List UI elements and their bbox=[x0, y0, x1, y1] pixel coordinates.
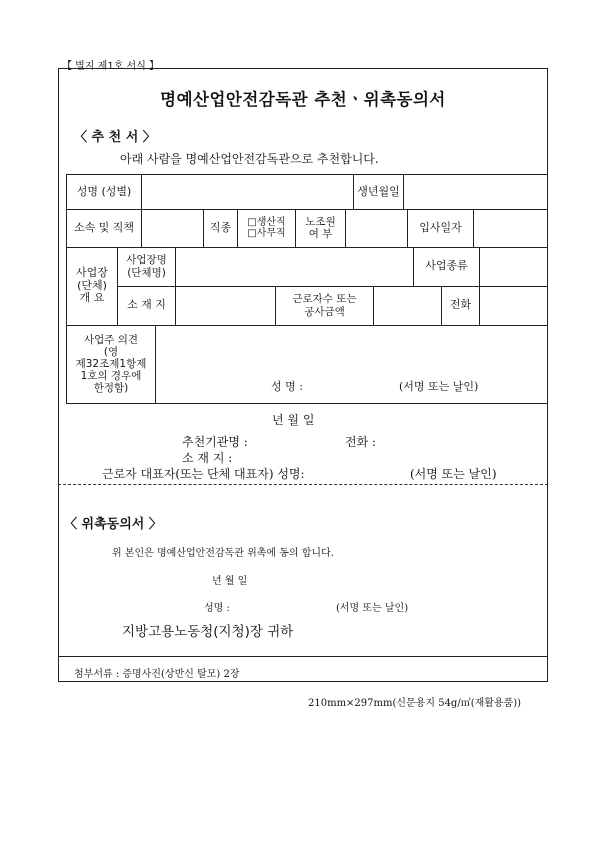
phone-field[interactable] bbox=[480, 286, 547, 325]
document-title: 명예산업안전감독관 추천ㆍ위촉동의서 bbox=[160, 90, 446, 109]
employer-opinion-field[interactable] bbox=[156, 325, 547, 403]
workplace-name-field[interactable] bbox=[176, 247, 413, 286]
birth-date-label: 생년월일 bbox=[357, 184, 400, 198]
representative-sign-label: 근로자 대표자(또는 단체 대표자) 성명: bbox=[102, 467, 305, 481]
consent-date: 년 월 일 bbox=[212, 576, 248, 587]
consent-heading: 〈 위촉동의서 〉 bbox=[64, 517, 162, 532]
consent-sign-hint: (서명 또는 날인) bbox=[336, 603, 409, 614]
nominee-table bbox=[66, 174, 548, 404]
addressee: 지방고용노동청(지청)장 귀하 bbox=[122, 624, 294, 640]
attachment-note: 첨부서류 : 증명사진(상반신 탈모) 2장 bbox=[74, 669, 240, 680]
workplace-name-label: 사업장명 (단체명) bbox=[126, 254, 167, 279]
recommendation-heading: 〈 추 천 서 〉 bbox=[74, 130, 156, 145]
job-type-label: 직종 bbox=[209, 220, 232, 234]
name-gender-label: 성명 (성별) bbox=[76, 184, 132, 198]
union-member-label: 노조원 여 부 bbox=[305, 215, 336, 240]
attachment-separator bbox=[58, 656, 548, 657]
affiliation-field[interactable] bbox=[142, 209, 203, 247]
workers-count-field[interactable] bbox=[374, 286, 441, 325]
workers-count-label: 근로자수 또는 공사금액 bbox=[292, 293, 357, 318]
union-member-field[interactable] bbox=[346, 209, 407, 247]
form-number-label: 【 별지 제1호 서식 】 bbox=[62, 61, 160, 72]
employer-opinion-label: 사업주 의견 (영 제32조제1항제 1호의 경우에 한정함) bbox=[75, 333, 147, 395]
recommending-org-address-label: 소 재 지 : bbox=[182, 451, 233, 465]
hire-date-field[interactable] bbox=[474, 209, 547, 247]
recommending-org-phone-label: 전화 : bbox=[345, 435, 377, 449]
job-type-production-checkbox[interactable]: □생산직 bbox=[247, 216, 286, 228]
consent-text: 위 본인은 명예산업안전감독관 위촉에 동의 합니다. bbox=[112, 548, 334, 559]
consent-name-label: 성명 : bbox=[204, 603, 230, 614]
affiliation-label: 소속 및 직책 bbox=[73, 220, 135, 234]
address-field[interactable] bbox=[176, 286, 275, 325]
representative-sign-hint: (서명 또는 날인) bbox=[410, 467, 497, 481]
recommendation-intro: 아래 사람을 명예산업안전감독관으로 추천합니다. bbox=[120, 152, 379, 166]
employer-sign-name-label: 성 명 : bbox=[271, 380, 303, 393]
workplace-overview-label: 사업장 (단체) 개 요 bbox=[76, 266, 108, 305]
job-type-options[interactable] bbox=[238, 209, 295, 247]
recommending-org-label: 추천기관명 : bbox=[182, 435, 248, 449]
employer-sign-hint: (서명 또는 날인) bbox=[399, 380, 479, 393]
hire-date-label: 입사일자 bbox=[419, 220, 462, 234]
phone-label: 전화 bbox=[449, 298, 472, 312]
name-gender-field[interactable] bbox=[142, 175, 353, 209]
recommend-date: 년 월 일 bbox=[272, 413, 315, 427]
birth-date-field[interactable] bbox=[404, 175, 547, 209]
section-divider bbox=[58, 484, 548, 485]
job-type-office-checkbox[interactable]: □사무직 bbox=[247, 228, 286, 239]
address-label: 소 재 지 bbox=[127, 298, 166, 312]
business-type-label: 사업종류 bbox=[425, 259, 468, 273]
business-type-field[interactable] bbox=[480, 247, 547, 286]
paper-spec: 210mm×297mm(신문용지 54g/㎡(재활용품)) bbox=[308, 698, 522, 709]
